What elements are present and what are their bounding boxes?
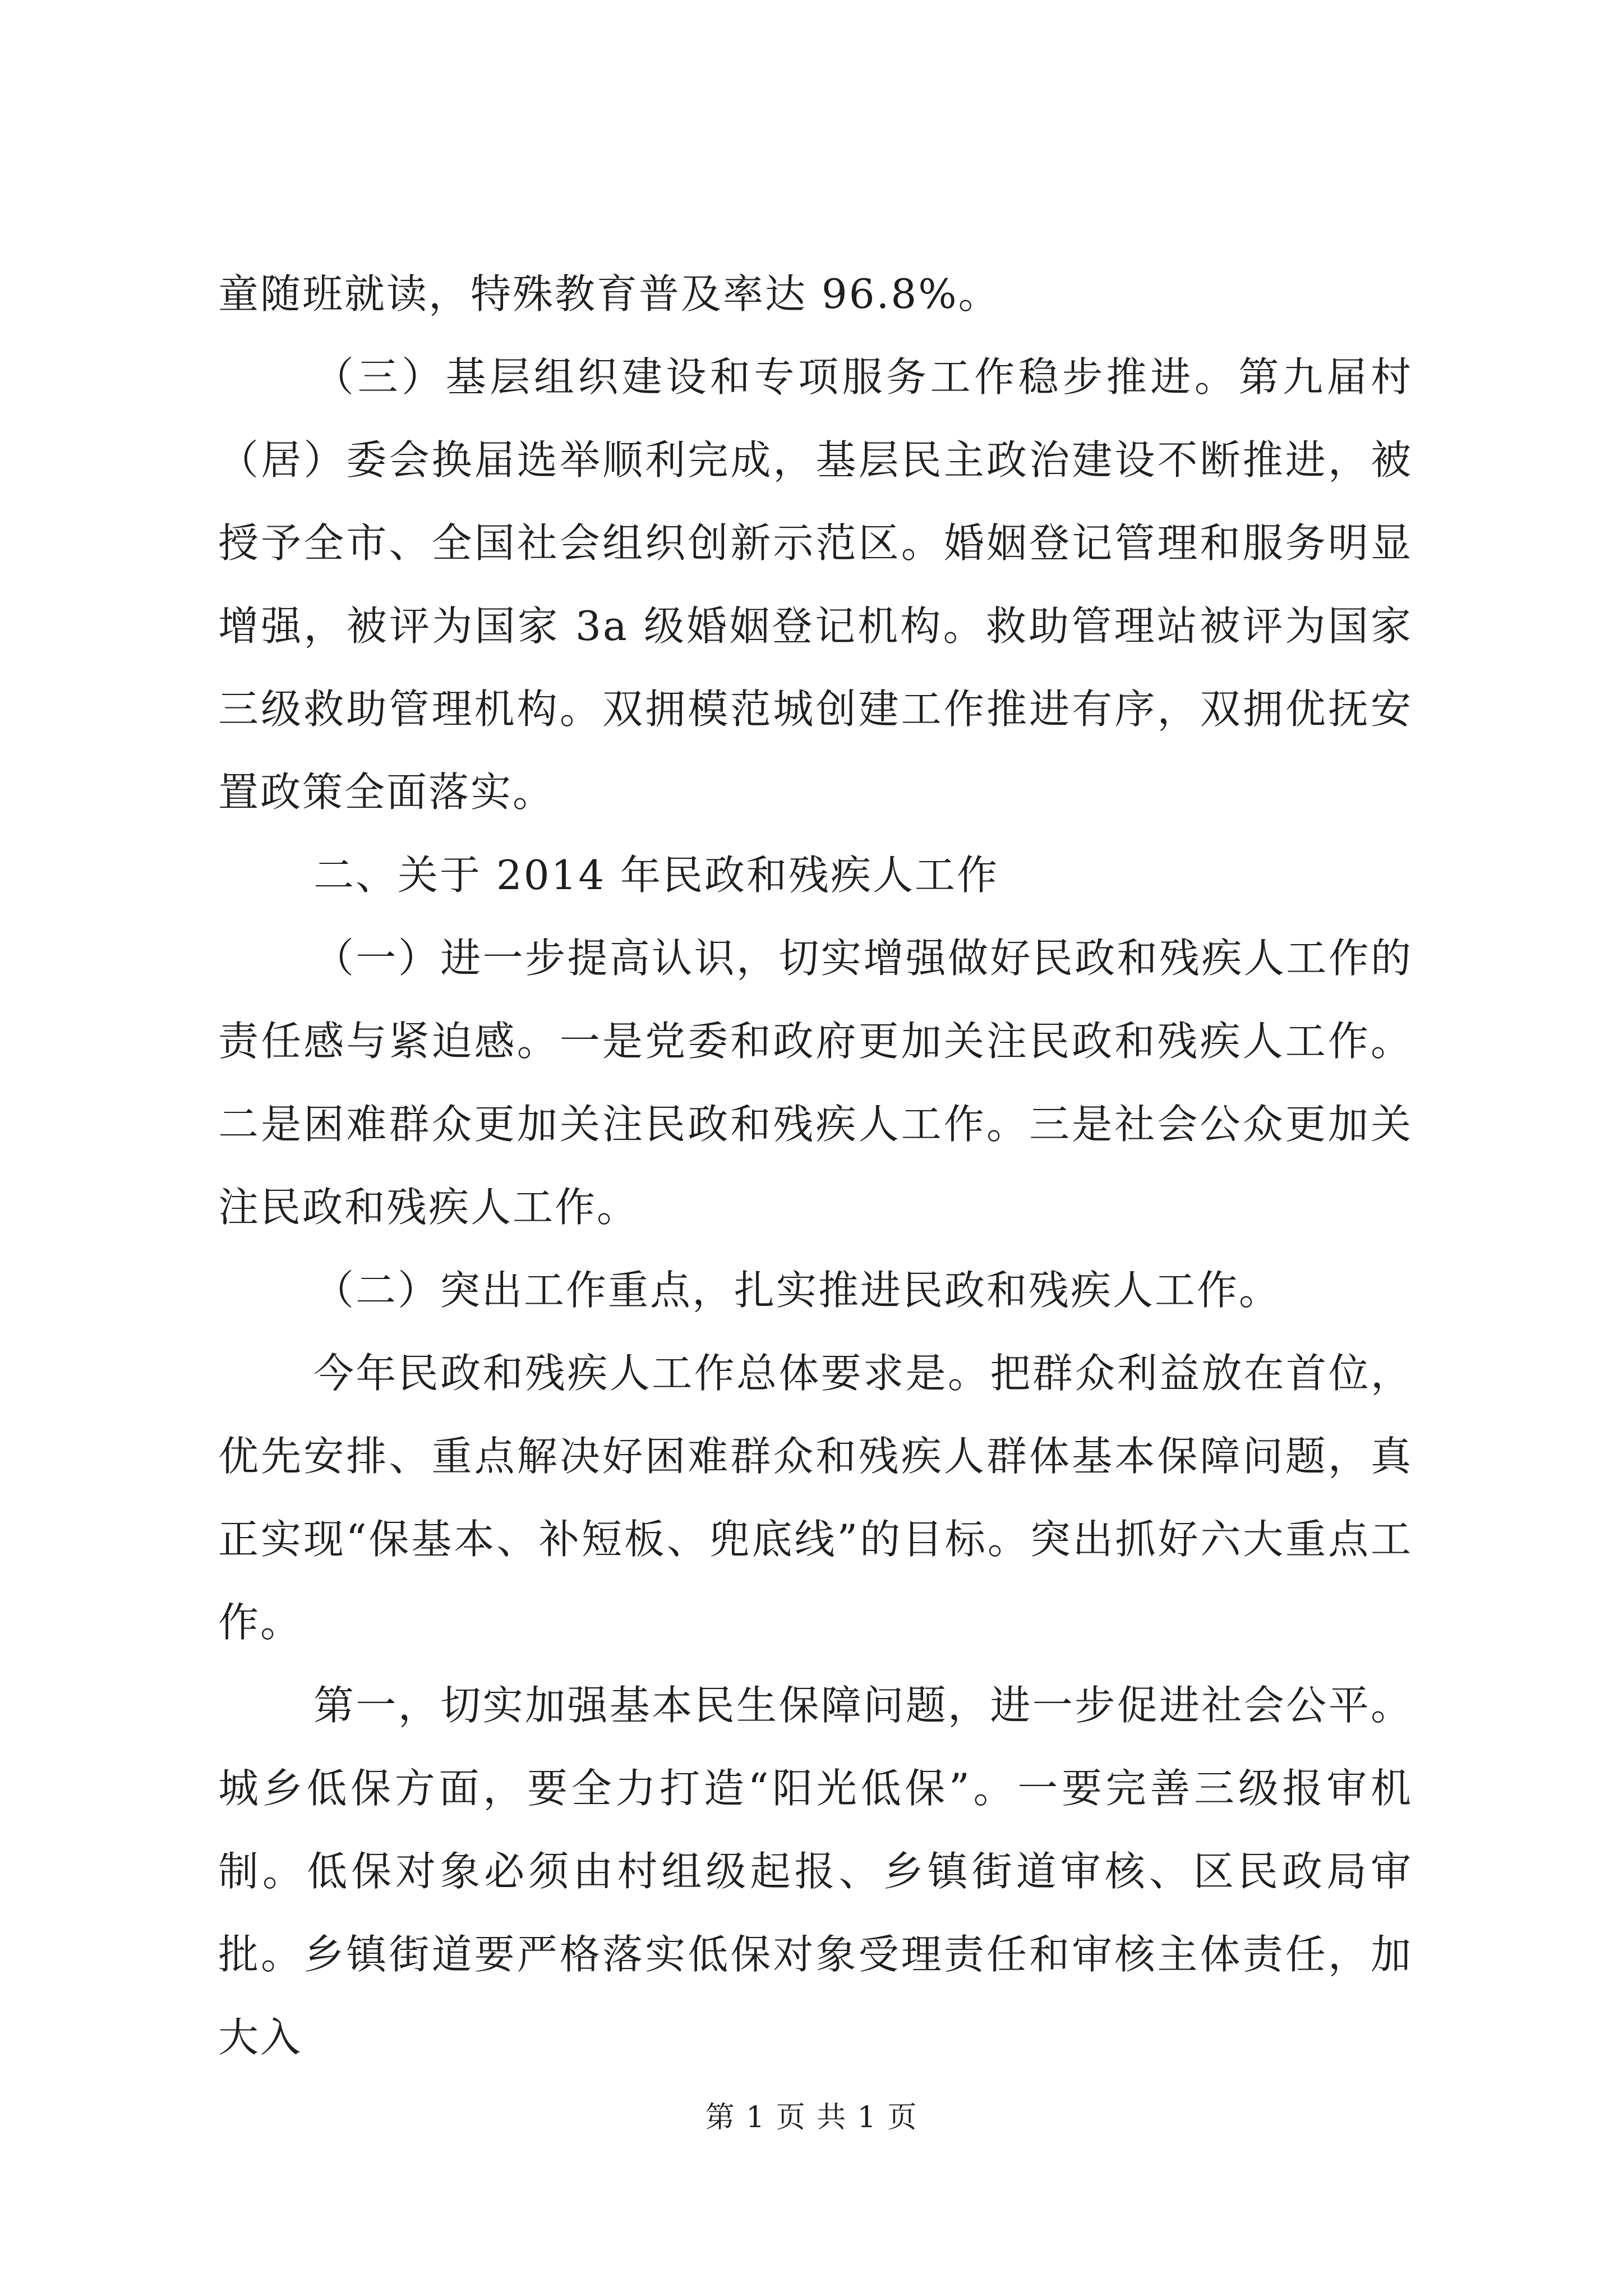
section-heading: 二、关于 2014 年民政和残疾人工作 (313, 852, 999, 899)
paragraph-1: 童随班就读，特殊教育普及率达 96.8%。 (218, 270, 1000, 318)
paragraph-4: （二）突出工作重点，扎实推进民政和残疾人工作。 (313, 1267, 1281, 1314)
paragraph-6: 第一，切实加强基本民生保障问题，进一步促进社会公平。城乡低保方面，要全力打造“阳光低保”。一要完善三级报审机制。低保对象必须由村组级起报、乡镇街道审核、区民政局审批。乡镇街道要严格落实低保对象受理责任和审核主体责任，加大入 (218, 1682, 1413, 2061)
paragraph-5: 今年民政和残疾人工作总体要求是。把群众利益放在首位，优先安排、重点解决好困难群众和残疾人群体基本保障问题，真正实现“保基本、补短板、兜底线”的目标。突出抓好六大重点工作。 (218, 1350, 1413, 1646)
page-footer: 第 1 页 共 1 页 (705, 2101, 918, 2134)
document-body (218, 252, 1413, 2079)
paragraph-3: （一）进一步提高认识，切实增强做好民政和残疾人工作的责任感与紧迫感。一是党委和政府更加关注民政和残疾人工作。二是困难群众更加关注民政和残疾人工作。三是社会公众更加关注民政和残疾人工作。 (218, 935, 1413, 1231)
paragraph-2: （三）基层组织建设和专项服务工作稳步推进。第九届村（居）委会换届选举顺利完成，基层民主政治建设不断推进，被授予全市、全国社会组织创新示范区。婚姻登记管理和服务明显增强，被评为国家 3a 级婚姻登记机构。救助管理站被评为国家三级救助管理机构。双拥模范城创建工作推进有序，双拥优抚安置政策全面落实。 (218, 353, 1413, 816)
